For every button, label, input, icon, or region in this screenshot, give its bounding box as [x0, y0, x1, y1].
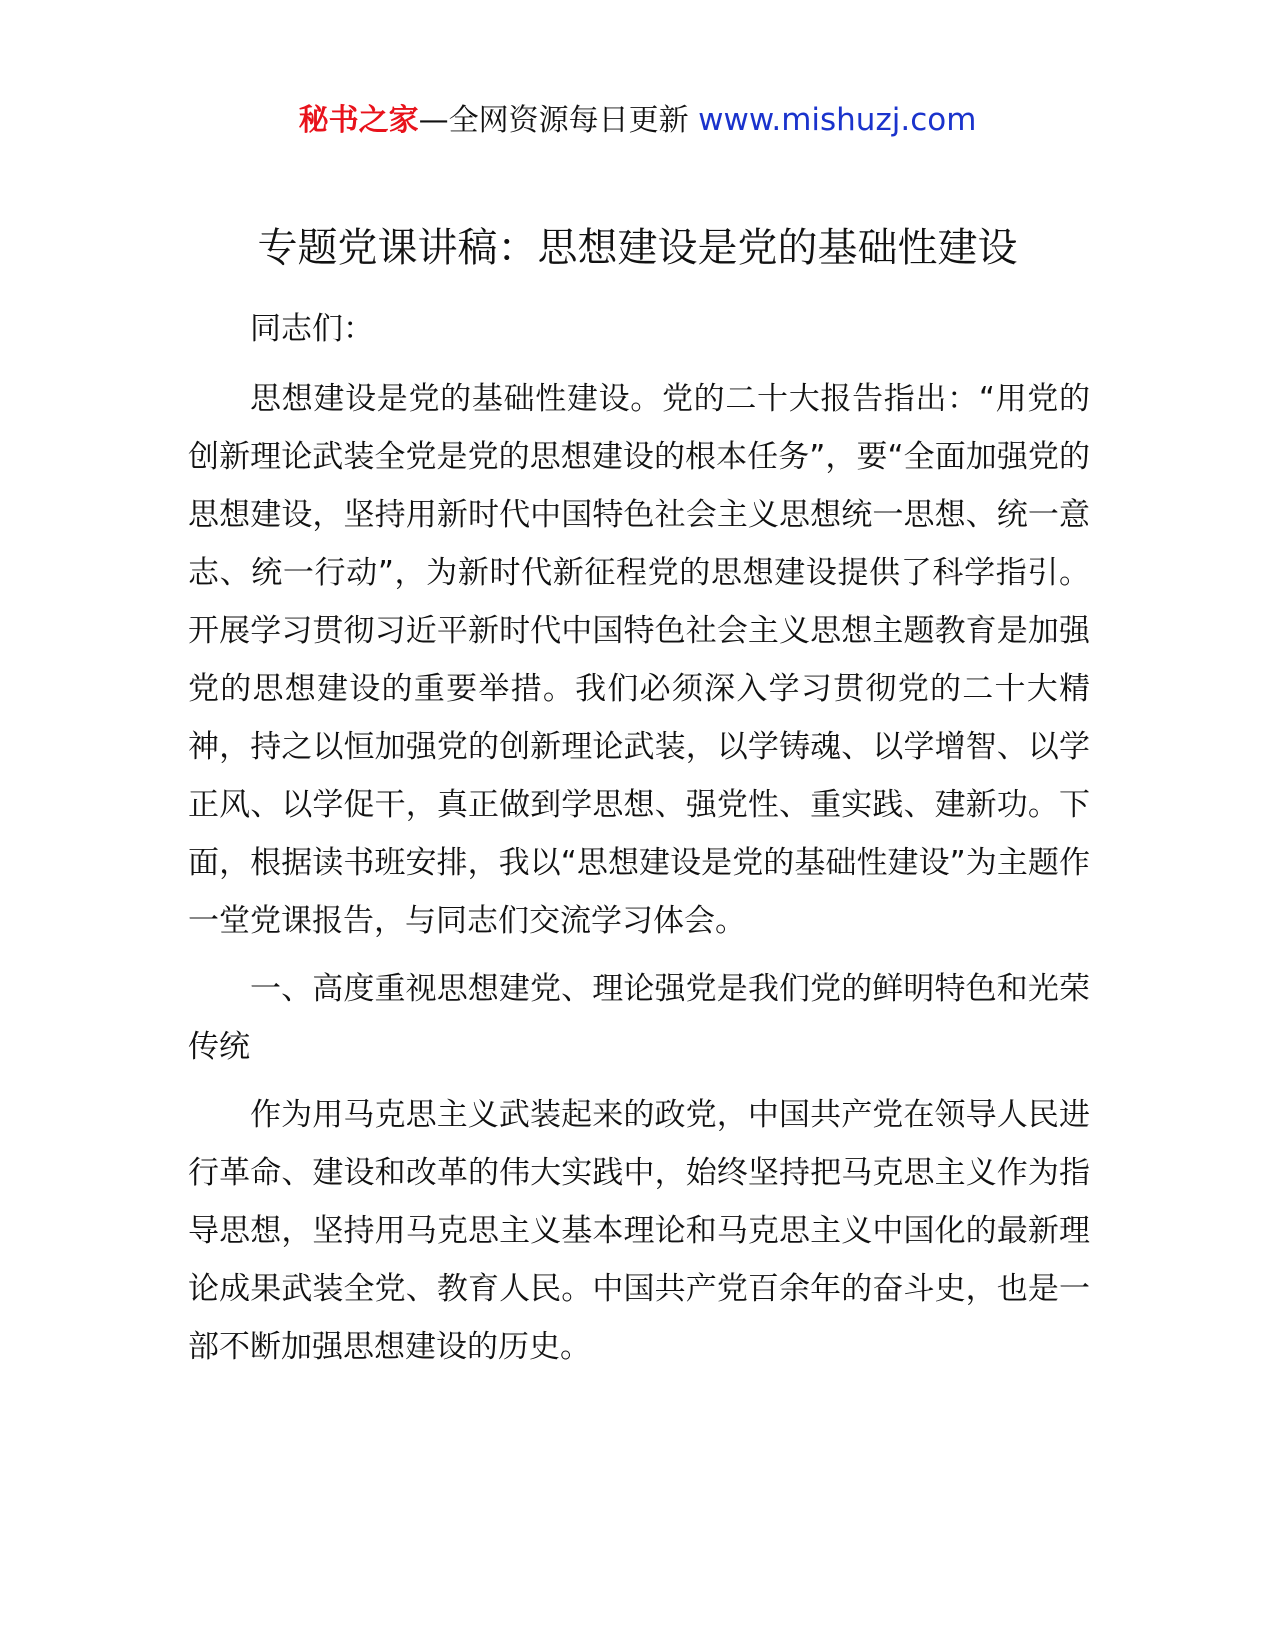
- site-url-link[interactable]: www.mishuzj.com: [698, 102, 977, 138]
- document-title: 专题党课讲稿：思想建设是党的基础性建设: [257, 225, 1018, 271]
- document-body: [188, 300, 1090, 1386]
- header-tagline: —全网资源每日更新: [418, 103, 699, 138]
- body-paragraph-2: 作为用马克思主义武装起来的政党，中国共产党在领导人民进行革命、建设和改革的伟大实践中，始终坚持把马克思主义作为指导思想，坚持用马克思主义基本理论和马克思主义中国化的最新理论成果武装全党、教育人民。中国共产党百余年的奋斗史，也是一部不断加强思想建设的历史。: [188, 1097, 1090, 1365]
- site-header: [0, 100, 1275, 141]
- body-paragraph-1: 思想建设是党的基础性建设。党的二十大报告指出：“用党的创新理论武装全党是党的思想建设的根本任务”，要“全面加强党的思想建设，坚持用新时代中国特色社会主义思想统一思想、统一意志、统一行动”，为新时代新征程党的思想建设提供了科学指引。开展学习贯彻习近平新时代中国特色社会主义思想主题教育是加强党的思想建设的重要举措。我们必须深入学习贯彻党的二十大精神，持之以恒加强党的创新理论武装，以学铸魂、以学增智、以学正风、以学促干，真正做到学思想、强党性、重实践、建新功。下面，根据读书班安排，我以“思想建设是党的基础性建设”为主题作一堂党课报告，与同志们交流学习体会。: [188, 381, 1090, 939]
- greeting-paragraph: 同志们：: [250, 311, 374, 347]
- section-heading-1: 一、高度重视思想建党、理论强党是我们党的鲜明特色和光荣传统: [188, 971, 1090, 1065]
- brand-name: 秘书之家: [298, 103, 419, 138]
